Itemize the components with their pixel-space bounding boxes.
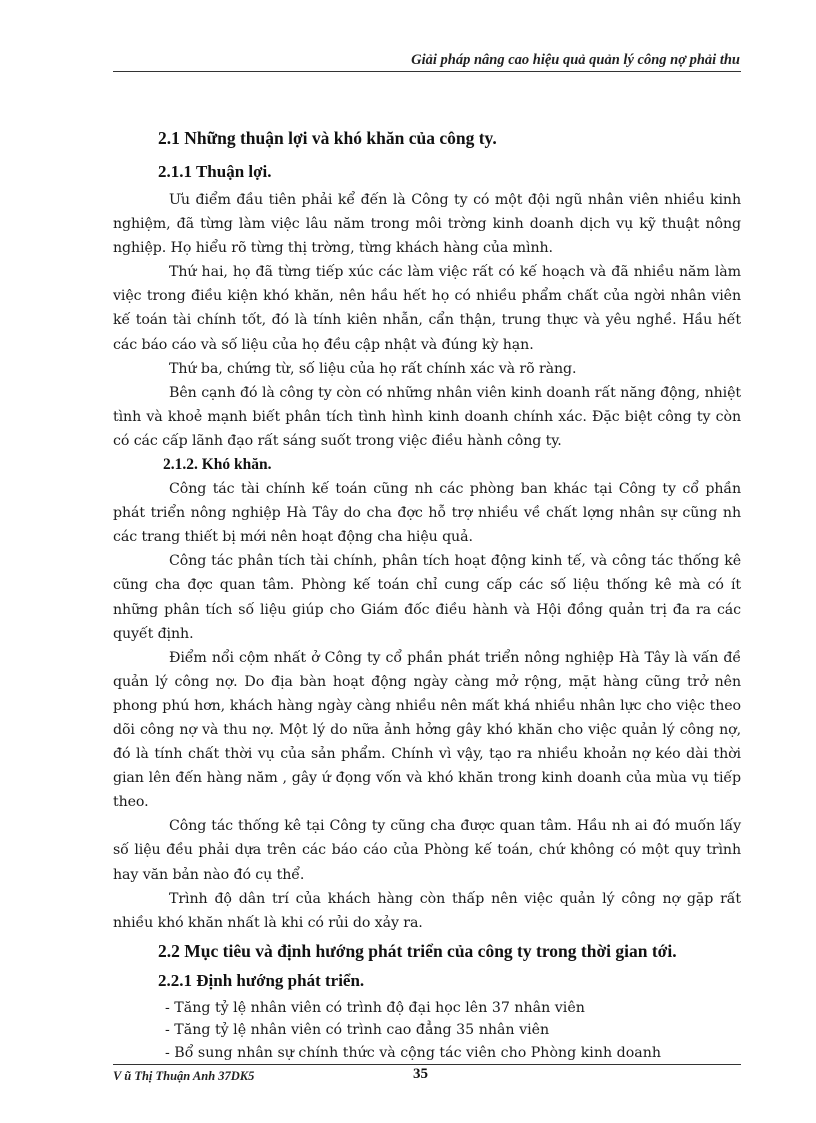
footer-divider [113, 1064, 741, 1065]
paragraph: Công tác thống kê tại Công ty cũng cha được quan tâm. Hầu nh ai đó muốn lấy số liệu đều phải dựa trên các báo cáo của Phòng kế toán, chứ không có một quy trình hay văn bản nào đó cụ thể. [113, 818, 741, 883]
running-header-title: Giải pháp nâng cao hiệu quả quản lý công nợ phải thu [411, 52, 740, 68]
section-2-1-2-heading: 2.1.2. Khó khăn. [163, 456, 272, 474]
paragraph: Bên cạnh đó là công ty còn có những nhân viên kinh doanh rất năng động, nhiệt tình và khoẻ mạnh biết phân tích tình hình kinh doanh chính xác. Đặc biệt công ty còn có các cấp lãnh đạo rất sáng suốt trong việc điều hành công ty. [113, 384, 741, 449]
section-2-2-1-heading: 2.2.1 Định hướng phát triển. [158, 970, 365, 990]
page-number: 35 [413, 1066, 428, 1082]
list-item: - Bổ sung nhân sự chính thức và cộng tác viên cho Phòng kinh doanh [165, 1044, 661, 1061]
paragraph: Điểm nổi cộm nhất ở Công ty cổ phần phát triển nông nghiệp Hà Tây là vấn đề quản lý công nợ. Do địa bàn hoạt động ngày càng mở rộng, mặt hàng cũng trở nên phong phú hơn, khách hàng ngày càng nhiều nên mất khá nhiều nhân lực cho việc theo dõi công nợ và thu nợ. Một lý do nữa ảnh hởng gây khó khăn cho việc quản lý công nợ, đó là tính chất thời vụ của sản phẩm. Chính vì vậy, tạo ra nhiều khoản nợ kéo dài thời gian lên đến hàng năm , gây ứ đọng vốn và khó khăn trong kinh doanh của mùa vụ tiếp theo. [113, 649, 741, 811]
paragraph: Ưu điểm đầu tiên phải kể đến là Công ty có một đội ngũ nhân viên nhiều kinh nghiệm, đã từng làm việc lâu năm trong môi trờng kinh doanh dịch vụ kỹ thuật nông nghiệp. Họ hiểu rõ từng thị trờng, từng khách hàng của mình. [113, 192, 741, 257]
page-content [113, 126, 741, 1064]
header-divider [113, 71, 741, 72]
paragraph: Trình độ dân trí của khách hàng còn thấp nên việc quản lý công nợ gặp rất nhiều khó khăn nhất là khi có rủi do xảy ra. [113, 890, 741, 931]
section-2-1-heading: 2.1 Những thuận lợi và khó khăn của công ty. [158, 128, 497, 148]
paragraph: Thứ hai, họ đã từng tiếp xúc các làm việc rất có kế hoạch và đã nhiều năm làm việc trong điều kiện khó khăn, nên hầu hết họ có nhiều phẩm chất của ngời nhân viên kế toán tài chính tốt, đó là tính kiên nhẫn, cẩn thận, trung thực và yêu nghề. Hầu hết các báo cáo và số liệu của họ đều cập nhật và đúng kỳ hạn. [113, 264, 741, 353]
list-item: - Tăng tỷ lệ nhân viên có trình cao đẳng 35 nhân viên [165, 1022, 550, 1039]
section-2-1-1-heading: 2.1.1 Thuận lợi. [158, 162, 272, 181]
section-2-2-heading: 2.2 Mục tiêu và định hướng phát triển của công ty trong thời gian tới. [158, 940, 677, 961]
paragraph: Công tác phân tích tài chính, phân tích hoạt động kinh tế, và công tác thống kê cũng cha đợc quan tâm. Phòng kế toán chỉ cung cấp các số liệu thống kê mà có ít những phân tích số liệu giúp cho Giám đốc điều hành và Hội đồng quản trị đa ra các quyết định. [113, 553, 741, 642]
paragraph: Thứ ba, chứng từ, số liệu của họ rất chính xác và rõ ràng. [169, 360, 577, 377]
list-item: - Tăng tỷ lệ nhân viên có trình độ đại học lên 37 nhân viên [165, 999, 585, 1016]
footer-author: V ũ Thị Thuận Anh 37DK5 [113, 1069, 255, 1083]
paragraph: Công tác tài chính kế toán cũng nh các phòng ban khác tại Công ty cổ phần phát triển nông nghiệp Hà Tây do cha đợc hỗ trợ nhiều về chất lợng nhân sự cũng nh các trang thiết bị mới nên hoạt động cha hiệu quả. [113, 481, 741, 546]
development-goals-list [113, 997, 741, 1065]
